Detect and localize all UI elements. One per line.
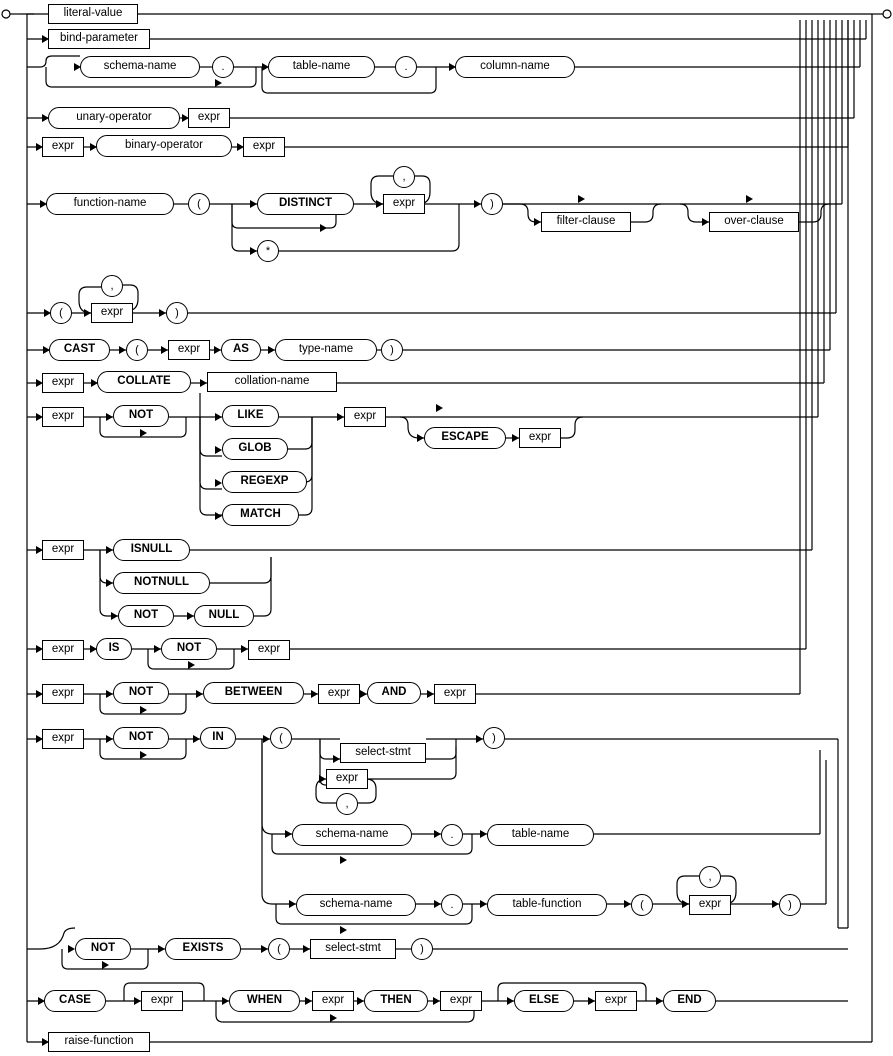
node-glob: GLOB bbox=[222, 438, 288, 460]
node-expr-like-2: expr bbox=[344, 407, 386, 427]
node-table-name-1: table-name bbox=[268, 56, 375, 78]
node-literal-value: literal-value bbox=[48, 4, 138, 24]
node-regexp: REGEXP bbox=[222, 471, 307, 493]
node-over-clause: over-clause bbox=[709, 212, 799, 232]
node-collate: COLLATE bbox=[97, 371, 191, 393]
node-comma-fn: , bbox=[393, 166, 415, 188]
node-expr-fn: expr bbox=[383, 194, 425, 214]
node-lparen-cast: ( bbox=[126, 339, 148, 361]
node-expr-in-list: expr bbox=[326, 769, 368, 789]
node-distinct: DISTINCT bbox=[257, 193, 354, 215]
node-collation-name: collation-name bbox=[207, 372, 337, 392]
node-expr-collate: expr bbox=[42, 373, 84, 393]
node-isnull: ISNULL bbox=[113, 539, 190, 561]
node-like: LIKE bbox=[222, 405, 279, 427]
node-not-exists: NOT bbox=[75, 938, 131, 960]
node-dot-4: . bbox=[441, 894, 463, 916]
node-not-is: NOT bbox=[161, 638, 217, 660]
node-raise-function: raise-function bbox=[48, 1032, 150, 1052]
node-end: END bbox=[663, 990, 716, 1012]
node-expr-list: expr bbox=[91, 303, 133, 323]
node-expr-case: expr bbox=[141, 991, 183, 1011]
node-not-like: NOT bbox=[113, 405, 169, 427]
node-expr-cast: expr bbox=[168, 340, 210, 360]
node-when: WHEN bbox=[229, 990, 300, 1012]
node-between: BETWEEN bbox=[203, 682, 304, 704]
node-expr-tf: expr bbox=[689, 895, 731, 915]
node-lparen-in: ( bbox=[270, 727, 292, 749]
node-expr-between: expr bbox=[42, 684, 84, 704]
node-select-stmt-ex: select-stmt bbox=[310, 939, 396, 959]
node-comma-in: , bbox=[336, 793, 358, 815]
node-dot-1: . bbox=[212, 56, 234, 78]
node-and: AND bbox=[367, 682, 421, 704]
node-comma-list: , bbox=[101, 275, 123, 297]
node-expr-between-2: expr bbox=[318, 684, 360, 704]
node-expr-like: expr bbox=[42, 407, 84, 427]
node-escape: ESCAPE bbox=[424, 427, 506, 449]
node-is: IS bbox=[96, 638, 132, 660]
node-else: ELSE bbox=[514, 990, 574, 1012]
node-comma-tf: , bbox=[699, 866, 721, 888]
node-table-name-2: table-name bbox=[487, 824, 594, 846]
node-star-fn: * bbox=[257, 240, 279, 262]
node-schema-name-3: schema-name bbox=[296, 894, 416, 916]
node-not-null-not: NOT bbox=[118, 605, 174, 627]
node-expr-is: expr bbox=[42, 640, 84, 660]
node-expr-bin-1: expr bbox=[42, 137, 84, 157]
node-then: THEN bbox=[364, 990, 428, 1012]
node-case: CASE bbox=[44, 990, 106, 1012]
node-bind-parameter: bind-parameter bbox=[48, 29, 150, 49]
node-rparen-ex: ) bbox=[411, 938, 433, 960]
node-expr-bin-2: expr bbox=[243, 137, 285, 157]
node-expr-isnull: expr bbox=[42, 540, 84, 560]
node-lparen-list: ( bbox=[50, 302, 72, 324]
node-expr-when: expr bbox=[312, 991, 354, 1011]
node-rparen-tf: ) bbox=[779, 894, 801, 916]
node-rparen-list: ) bbox=[166, 302, 188, 324]
node-not-between: NOT bbox=[113, 682, 169, 704]
node-expr-is-2: expr bbox=[248, 640, 290, 660]
node-exists: EXISTS bbox=[165, 938, 241, 960]
node-dot-3: . bbox=[441, 824, 463, 846]
node-in: IN bbox=[200, 727, 236, 749]
node-dot-2: . bbox=[395, 56, 417, 78]
node-unary-operator: unary-operator bbox=[48, 107, 180, 129]
node-match: MATCH bbox=[222, 504, 299, 526]
node-select-stmt-in: select-stmt bbox=[340, 743, 426, 763]
node-type-name: type-name bbox=[275, 339, 377, 361]
node-function-name: function-name bbox=[46, 193, 174, 215]
node-rparen-fn: ) bbox=[481, 193, 503, 215]
node-not-null-null: NULL bbox=[194, 605, 254, 627]
node-rparen-in: ) bbox=[483, 727, 505, 749]
node-lparen-tf: ( bbox=[631, 894, 653, 916]
node-cast: CAST bbox=[49, 339, 110, 361]
node-notnull: NOTNULL bbox=[113, 572, 210, 594]
node-schema-name-1: schema-name bbox=[80, 56, 200, 78]
node-column-name: column-name bbox=[455, 56, 575, 78]
node-rparen-cast: ) bbox=[381, 339, 403, 361]
node-as: AS bbox=[221, 339, 261, 361]
node-binary-operator: binary-operator bbox=[96, 135, 232, 157]
node-not-in: NOT bbox=[113, 727, 169, 749]
node-table-function: table-function bbox=[487, 894, 607, 916]
node-expr-else: expr bbox=[595, 991, 637, 1011]
node-expr-then: expr bbox=[440, 991, 482, 1011]
node-lparen-fn: ( bbox=[188, 193, 210, 215]
node-schema-name-2: schema-name bbox=[292, 824, 412, 846]
node-expr-unary: expr bbox=[188, 108, 230, 128]
node-expr-between-3: expr bbox=[434, 684, 476, 704]
node-lparen-ex: ( bbox=[268, 938, 290, 960]
node-expr-in: expr bbox=[42, 729, 84, 749]
node-expr-escape: expr bbox=[519, 428, 561, 448]
node-filter-clause: filter-clause bbox=[541, 212, 631, 232]
